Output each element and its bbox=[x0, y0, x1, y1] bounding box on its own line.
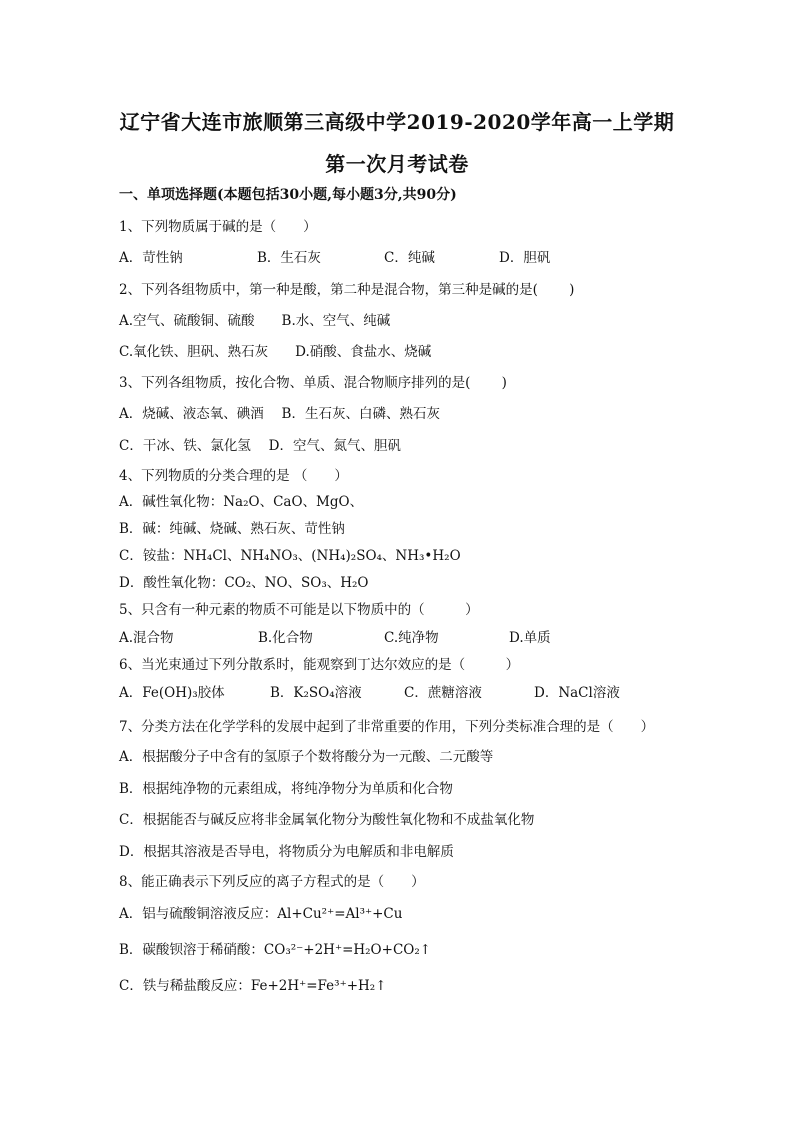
question-5-option-d: D.单质 bbox=[509, 630, 551, 646]
question-5-stem: 5、只含有一种元素的物质不可能是以下物质中的（ ） bbox=[119, 602, 479, 618]
question-6-option-d: D．NaCl溶液 bbox=[534, 685, 620, 701]
question-2-stem: 2、下列各组物质中，第一种是酸，第二种是混合物，第三种是碱的是( ) bbox=[119, 282, 575, 298]
question-4-line-1: A．碱性氧化物：Na₂O、CaO、MgO、 bbox=[119, 494, 364, 510]
question-6-option-c: C．蔗糖溶液 bbox=[404, 685, 482, 701]
section-heading: 一、单项选择题(本题包括30小题,每小题3分,共90分) bbox=[119, 187, 457, 203]
question-5-option-c: C.纯净物 bbox=[384, 630, 439, 646]
question-3-line-2: C．干冰、铁、氯化氢 D．空气、氮气、胆矾 bbox=[119, 438, 401, 454]
question-6-option-b: B．K₂SO₄溶液 bbox=[270, 685, 362, 701]
question-8-line-2: B．碳酸钡溶于稀硝酸：CO₃²⁻+2H⁺=H₂O+CO₂↑ bbox=[119, 942, 432, 958]
exam-title-line2: 第一次月考试卷 bbox=[325, 152, 469, 176]
question-1-option-c: C．纯碱 bbox=[384, 250, 435, 266]
question-6-option-a: A．Fe(OH)₃胶体 bbox=[119, 685, 225, 701]
question-7-line-1: A．根据酸分子中含有的氢原子个数将酸分为一元酸、二元酸等 bbox=[119, 749, 494, 765]
question-5-option-b: B.化合物 bbox=[258, 630, 313, 646]
question-6-stem: 6、当光束通过下列分散系时，能观察到丁达尔效应的是（ ） bbox=[119, 657, 520, 673]
question-3-line-1: A．烧碱、液态氧、碘酒 B．生石灰、白磷、熟石灰 bbox=[119, 406, 440, 422]
question-8-stem: 8、能正确表示下列反应的离子方程式的是（ ） bbox=[119, 874, 425, 890]
question-2-line-1: A.空气、硫酸铜、硫酸 B.水、空气、纯碱 bbox=[119, 313, 391, 329]
question-4-line-2: B．碱：纯碱、烧碱、熟石灰、苛性钠 bbox=[119, 521, 345, 537]
question-7-line-3: C．根据能否与碱反应将非金属氧化物分为酸性氧化物和不成盐氧化物 bbox=[119, 812, 535, 828]
question-5-option-a: A.混合物 bbox=[119, 630, 174, 646]
question-1-option-b: B．生石灰 bbox=[257, 250, 321, 266]
question-4-line-3: C．铵盐：NH₄Cl、NH₄NO₃、(NH₄)₂SO₄、NH₃•H₂O bbox=[119, 548, 461, 564]
question-8-line-1: A．铝与硫酸铜溶液反应：Al+Cu²⁺=Al³⁺+Cu bbox=[119, 906, 403, 922]
question-2-line-2: C.氧化铁、胆矾、熟石灰 D.硝酸、食盐水、烧碱 bbox=[119, 344, 432, 360]
question-7-line-4: D．根据其溶液是否导电，将物质分为电解质和非电解质 bbox=[119, 844, 454, 860]
question-7-stem: 7、分类方法在化学学科的发展中起到了非常重要的作用，下列分类标准合理的是（ ） bbox=[119, 719, 655, 735]
question-4-line-4: D．酸性氧化物：CO₂、NO、SO₃、H₂O bbox=[119, 575, 369, 591]
question-1-option-a: A．苛性钠 bbox=[119, 250, 183, 266]
question-1-option-d: D．胆矾 bbox=[499, 250, 551, 266]
question-7-line-2: B．根据纯净物的元素组成，将纯净物分为单质和化合物 bbox=[119, 781, 453, 797]
question-4-stem: 4、下列物质的分类合理的是 （ ） bbox=[119, 468, 348, 484]
question-3-stem: 3、下列各组物质，按化合物、单质、混合物顺序排列的是( ) bbox=[119, 375, 507, 391]
question-8-line-3: C．铁与稀盐酸反应：Fe+2H⁺=Fe³⁺+H₂↑ bbox=[119, 978, 387, 994]
question-1-stem: 1、下列物质属于碱的是（ ） bbox=[119, 219, 317, 235]
exam-title-line1: 辽宁省大连市旅顺第三高级中学2019-2020学年高一上学期 bbox=[119, 110, 675, 134]
